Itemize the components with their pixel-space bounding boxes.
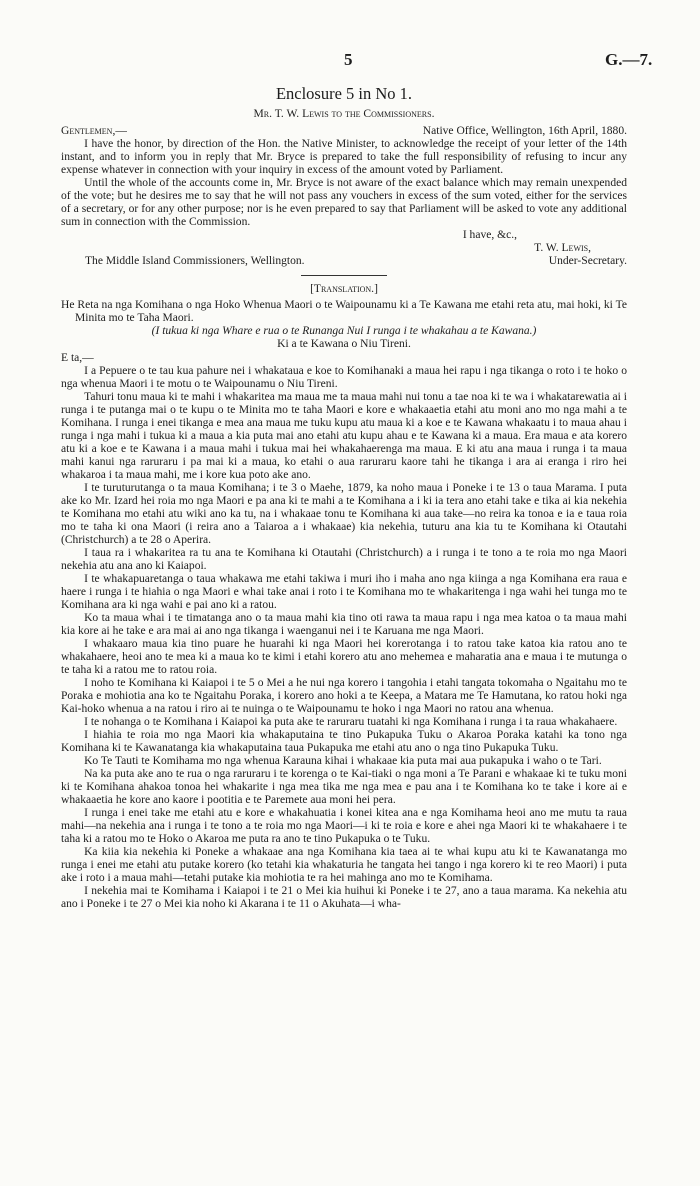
translation-heading: [Translation.] [310, 283, 378, 295]
translation-paragraph: I hiahia te roia mo nga Maori kia whakaputaina te tino Pukapuka Tuku o Akaroa Poraka katahi ka tono nga Komihana ki te Kawanatanga kia whakaputaina taua Pukapuka me etahi atu ano o nga tino Pukapuka Tuku. [61, 729, 627, 754]
letter-paragraph: Until the whole of the accounts come in, Mr. Bryce is not aware of the exact balance which may remain unexpended of the vote; but he desires me to say that he will not pass any vouchers in excess of the sum voted, either for the services of a secretary, or for any other purpose; nor is he even prepared to say that Parliament will be asked to vote any additional sum in connection with the Commission. [61, 177, 627, 228]
translation-salutation: E ta,— [61, 352, 94, 364]
translation-addressee: Ki a te Kawana o Niu Tireni. [277, 338, 411, 350]
translation-title: He Reta na nga Komihana o nga Hoko Whenua Maori o te Waipounamu ki a Te Kawana me etahi reta atu, mai hoki, ki Te Minita mo te Taha Maori. [61, 299, 627, 324]
signature-title: Under-Secretary. [548, 255, 627, 267]
translation-paragraph: I te nohanga o te Komihana i Kaiapoi ka puta ake te raruraru tuatahi ki nga Komihana i runga i ta raua whakahaere. [84, 716, 618, 728]
salutation-row [61, 125, 627, 138]
page-number: 5 [344, 50, 353, 69]
translation-paragraph: I te turuturutanga o ta maua Komihana; i te 3 o Maehe, 1879, ka noho maua i Poneke i te 13 o taua Marama. I puta ake ko Mr. Izard hei roia mo nga Maori e pa ana ki te mahi a te Komihana a i ki ia tera ano etahi take e tika ai kia nekehia te Komihana mo etahi atu wiki ano ka tu, na i whakaae tonu te Komihana ki aua take—no reira ka tonoa e ia e taua roia mo te taha ki ona Maori (i reira ano a Taiaroa a i whakaae) kia nekehia, tuturu ana kia tu te Komihana ki Otautahi (Christchurch) a te 28 o Aperira. [61, 482, 627, 546]
translation-paragraph: Ka kiia kia nekehia ki Poneke a whakaae ana nga Komihana kia taea ai te whai kupu atu ki te Kawanatanga mo runga i enei me etahi atu putake korero (ko tetahi kia whakaturia he tangata hei tango i nga korero ki te reo Maori) i puta ake i roto i a maua mahi—tetahi putake kia mohiotia te ra hei mahinga ano mo te Komihama. [61, 846, 627, 884]
page-header [0, 50, 700, 72]
translation-paragraph: I noho te Komihana ki Kaiapoi i te 5 o Mei a he nui nga korero i tangohia i etahi tangata tokomaha o Ngaitahu mo te Poraka e mohiotia ana ko te Ngaitahu Poraka, i korero ano hoki a te Keepa, a Matara me Te Hamutana, ko ratou hoki nga Kai-hoko whenua a na ratou i riro ai te nuinga o te Waipounamu te hoko i nga Maori no ratou ana whenua. [61, 677, 627, 715]
page-content [61, 84, 627, 911]
translation-paragraph: I runga i enei take me etahi atu e kore e whakahuatia i konei kitea ana e nga Komihama heoi ano me mutu ta raua mahi—na nekehia ana i runga i te tono a te roia mo nga Maori—i ki te roia e kore e ahei nga Maori ki te whakahaere i te taha ki a ratou mo te Hoko o Akaroa me puta ra ano te tino Pukapuka o te Tuku. [61, 807, 627, 845]
addressee: The Middle Island Commissioners, Wellington. [85, 255, 305, 267]
translation-paragraph: I whakaaro maua kia tino puare he huarahi ki nga Maori hei korerotanga i to ratou take katoa kia ratou ano te whakahaere, heoi ano te mea ki a maua ko te kimi i etahi korero atu ano mehemea e maharatia ana e maua i te mutunga o te taha ki a ratou me to ratou roia. [61, 638, 627, 676]
translation-paragraph: Ko ta maua whai i te timatanga ano o ta maua mahi kia tino oti rawa ta maua rapu i nga mea katoa o ta maua mahi kia kore ai he take e ara mai ai ano nga tikanga i waenganui nei i te Karuana me nga Maori. [61, 612, 627, 637]
translation-paragraph: Ko Te Tauti te Komihama mo nga whenua Karauna kihai i whakaae kia puta mai aua pukapuka i waho o te Tari. [84, 755, 602, 767]
translation-paragraph: I te whakapuaretanga o taua whakawa me etahi takiwa i muri iho i maha ano nga kiinga a nga Komihana era raua e haere i runga i te hiahia o nga Maori e whai take anai i roto i te Komihana mo te whakaritenga i nga wahi hei tunga mo te Komihana ara ki nga wahi e pai ano ki a ratou. [61, 573, 627, 611]
divider [301, 275, 387, 276]
addressee-row [61, 255, 627, 268]
from-line: Mr. T. W. Lewis to the Commissioners. [253, 108, 435, 120]
closing: I have, &c., [462, 229, 517, 241]
salutation: Gentlemen,— [61, 125, 127, 137]
translation-paragraph: Tahuri tonu maua ki te mahi i whakaritea ma maua me ta maua mahi nui tonu a tae noa ki te wa i whakatarewatia ai i runga i te putanga mai o te kupu o te Minita mo te taha Maori e kore e whakaaetia etahi atu moni ano mo nga mahi a te Komihana. I runga i enei tikanga e mea ana maua me tuku kupu atu maua ki a koe e te Kawana whakaatu i to maua ahau i runga i nga mahi i tukua ki a maua a kia puta mai ano etahi atu kupu ahau e te Kawana ki a maua. Era maua e ata korero atu ki a koe e te Kawana i a maua mahi i tukua mai hei whakahaerenga ma maua. E ki atu ana maua i runga i ta maua mahi kanui nga raruraru i pa mai ki a maua, ko etahi o aua raruraru kaore tahi he tikanga i ara ai eranga i riro hei whakaroa i ta maua mahi, me i kore kua poto ake ano. [61, 391, 627, 481]
translation-paragraph: I nekehia mai te Komihama i Kaiapoi i te 21 o Mei kia huihui ki Poneke i te 27, ano a taua marama. Ka nekehia atu ano i Poneke i te 27 o Mei kia noho ki Akarana i te 11 o Akuhata—i wha- [61, 885, 627, 910]
translation-subtitle: (I tukua ki nga Whare e rua o te Runanga Nui I runga i te whakahau a te Kawana.) [151, 325, 537, 337]
enclosure-title: Enclosure 5 in No 1. [275, 84, 413, 103]
signature-name: T. W. Lewis, [534, 242, 591, 254]
translation-paragraph: I a Pepuere o te tau kua pahure nei i whakataua e koe to Komihanaki a maua hei rapu i nga tikanga o roto i te hoko o nga whenua Maori i te motu o te Waipounamu o Niu Tireni. [61, 365, 627, 390]
translation-paragraph: I taua ra i whakaritea ra tu ana te Komihana ki Otautahi (Christchurch) a i runga i te tono a te roia mo nga Maori nekehia atu ana ano ki Kaiapoi. [61, 547, 627, 572]
place-date: Native Office, Wellington, 16th April, 1880. [422, 125, 627, 137]
document-code: G.—7. [605, 50, 653, 69]
translation-paragraph: Na ka puta ake ano te rua o nga raruraru i te korenga o te Kai-tiaki o nga moni a Te Parani e whakaae ki te tuku moni ki te Komihana ahakoa tonoa hei whakarite i nga mea tika me nga mea e pau ana i te Komihana ko te take i kore ai e whakaaetia he kore ano kaore i pootitia e te Paremete aua moni hei pera. [61, 768, 627, 806]
letter-paragraph: I have the honor, by direction of the Hon. the Native Minister, to acknowledge the receipt of your letter of the 14th instant, and to inform you in reply that Mr. Bryce is prepared to take the full responsibility of refusing to incur any expense whatever in connection with your inquiry in excess of the amount voted by Parliament. [61, 138, 627, 176]
